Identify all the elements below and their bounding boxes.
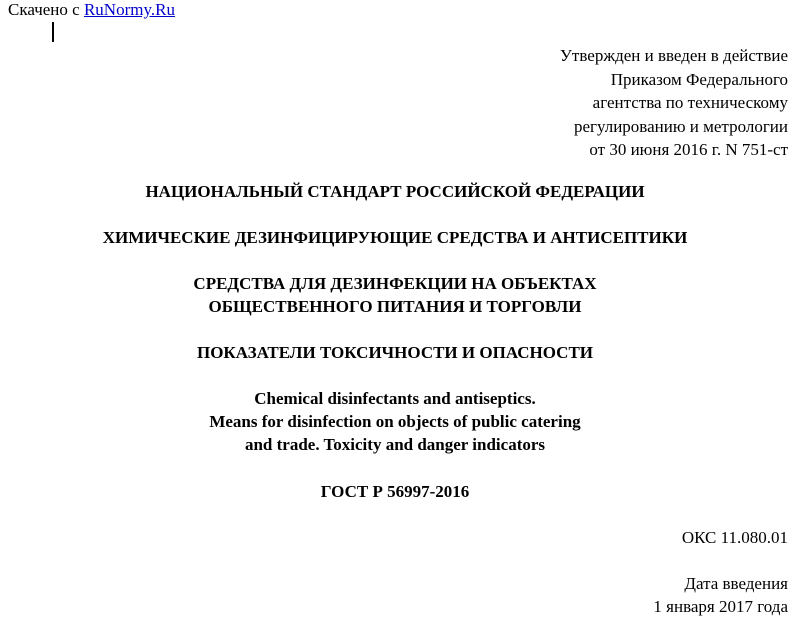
text-cursor (52, 22, 54, 42)
introduction-date: 1 января 2017 года (653, 597, 788, 616)
chemical-agents-heading (0, 226, 790, 249)
introduction-label: Дата введения (684, 574, 788, 593)
source-prefix: Скачено с (8, 0, 80, 19)
approval-line: регулированию и метрологии (573, 116, 788, 136)
source-line (8, 0, 175, 20)
indicators-title: ПОКАЗАТЕЛИ ТОКСИЧНОСТИ И ОПАСНОСТИ (196, 343, 594, 362)
oks-code: ОКС 11.080.01 (681, 528, 788, 547)
indicators-heading (0, 341, 790, 364)
national-standard-heading (0, 180, 790, 203)
approval-line: Утвержден и введен в действие (559, 46, 788, 65)
english-title-line: Chemical disinfectants and antiseptics. (254, 389, 536, 408)
approval-line: агентства по техническому (592, 93, 788, 112)
approval-block (368, 44, 788, 162)
introduction-date-block (653, 572, 788, 618)
english-title (0, 387, 790, 456)
source-link[interactable]: RuNormy.Ru (83, 0, 175, 19)
gost-number-heading (0, 480, 790, 503)
gost-number: ГОСТ Р 56997-2016 (320, 482, 470, 501)
means-title-line: ОБЩЕСТВЕННОГО ПИТАНИЯ И ТОРГОВЛИ (208, 297, 582, 316)
english-title-line: and trade. Toxicity and danger indicators (244, 435, 546, 454)
chemical-agents-title: ХИМИЧЕСКИЕ ДЕЗИНФИЦИРУЮЩИЕ СРЕДСТВА И АНТИСЕПТИКИ (102, 228, 688, 247)
means-heading (0, 272, 790, 318)
national-standard-title: НАЦИОНАЛЬНЫЙ СТАНДАРТ РОССИЙСКОЙ ФЕДЕРАЦИИ (145, 182, 645, 201)
english-title-line: Means for disinfection on objects of public catering (209, 412, 581, 431)
means-title-line: СРЕДСТВА ДЛЯ ДЕЗИНФЕКЦИИ НА ОБЪЕКТАХ (193, 274, 597, 293)
approval-line: от 30 июня 2016 г. N 751-ст (589, 140, 788, 159)
approval-line: Приказом Федерального (610, 69, 788, 89)
